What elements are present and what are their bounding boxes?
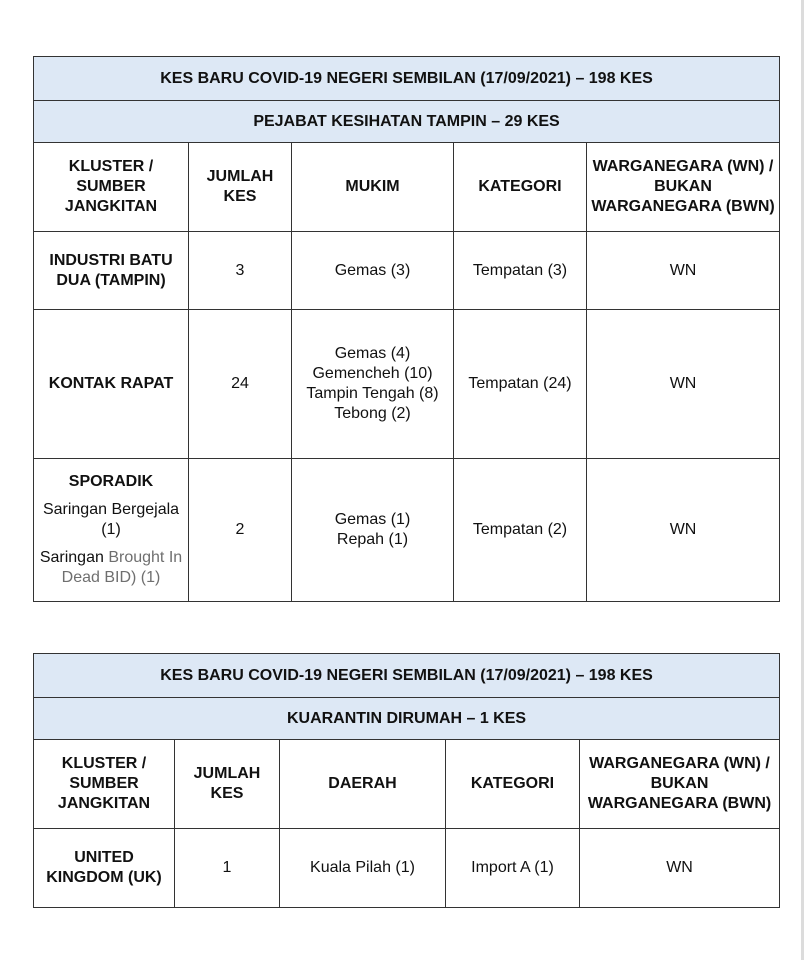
col-header-jumlah: JUMLAH KES (189, 143, 292, 232)
col-header-jumlah: JUMLAH KES (175, 740, 280, 829)
col-header-daerah: DAERAH (280, 740, 446, 829)
cell-mukim (292, 232, 454, 310)
cell-warga: WN (580, 829, 780, 908)
cell-kluster: INDUSTRI BATU DUA (TAMPIN) (34, 232, 189, 310)
mukim-item: Tebong (2) (334, 405, 411, 422)
col-header-kategori: KATEGORI (454, 143, 587, 232)
table-row (34, 232, 780, 310)
cases-table-kuarantin (33, 653, 780, 908)
cell-kategori: Tempatan (3) (454, 232, 587, 310)
cell-daerah (280, 829, 446, 908)
mukim-item: Gemencheh (10) (312, 365, 433, 382)
cell-warga: WN (587, 310, 780, 459)
cell-warga: WN (587, 459, 780, 602)
col-header-warga: WARGANEGARA (WN) / BUKAN WARGANEGARA (BWN) (580, 740, 780, 829)
cell-jumlah: 2 (189, 459, 292, 602)
table-title: KES BARU COVID-19 NEGERI SEMBILAN (17/09/2021) – 198 KES (34, 654, 780, 698)
table-subtitle: KUARANTIN DIRUMAH – 1 KES (34, 698, 780, 740)
mukim-item: Gemas (3) (334, 261, 411, 279)
cell-kategori: Import A (1) (446, 829, 580, 908)
mukim-item: Repah (1) (336, 531, 409, 548)
cell-kategori: Tempatan (2) (454, 459, 587, 602)
kluster-detail-2 (36, 548, 186, 588)
col-header-kategori: KATEGORI (446, 740, 580, 829)
daerah-item: Kuala Pilah (1) (310, 859, 415, 876)
kluster-detail-2b: Brought In Dead BID) (1) (61, 549, 183, 586)
table-row (34, 459, 780, 602)
col-header-kluster: KLUSTER / SUMBER JANGKITAN (34, 143, 189, 232)
cell-jumlah: 3 (189, 232, 292, 310)
table-title: KES BARU COVID-19 NEGERI SEMBILAN (17/09/2021) – 198 KES (34, 57, 780, 101)
kluster-name: SPORADIK (68, 473, 154, 490)
cell-warga: WN (587, 232, 780, 310)
cell-mukim (292, 310, 454, 459)
kluster-detail-1: Saringan Bergejala (1) (42, 501, 180, 538)
cell-jumlah: 24 (189, 310, 292, 459)
cell-kategori: Tempatan (24) (454, 310, 587, 459)
table-subtitle: PEJABAT KESIHATAN TAMPIN – 29 KES (34, 101, 780, 143)
mukim-item: Tampin Tengah (8) (306, 385, 439, 402)
table-row (34, 829, 780, 908)
kluster-detail-2a: Saringan (39, 549, 104, 566)
column-header-row (34, 740, 780, 829)
col-header-warga: WARGANEGARA (WN) / BUKAN WARGANEGARA (BWN) (587, 143, 780, 232)
cell-kluster: UNITED KINGDOM (UK) (34, 829, 175, 908)
cell-kluster: KONTAK RAPAT (34, 310, 189, 459)
cell-kluster (34, 459, 189, 602)
cases-table-tampin (33, 56, 780, 602)
column-header-row (34, 143, 780, 232)
col-header-kluster: KLUSTER / SUMBER JANGKITAN (34, 740, 175, 829)
mukim-item: Gemas (1) (334, 511, 411, 528)
cell-mukim (292, 459, 454, 602)
mukim-item: Gemas (4) (334, 345, 411, 362)
col-header-mukim: MUKIM (292, 143, 454, 232)
cell-jumlah: 1 (175, 829, 280, 908)
table-row (34, 310, 780, 459)
